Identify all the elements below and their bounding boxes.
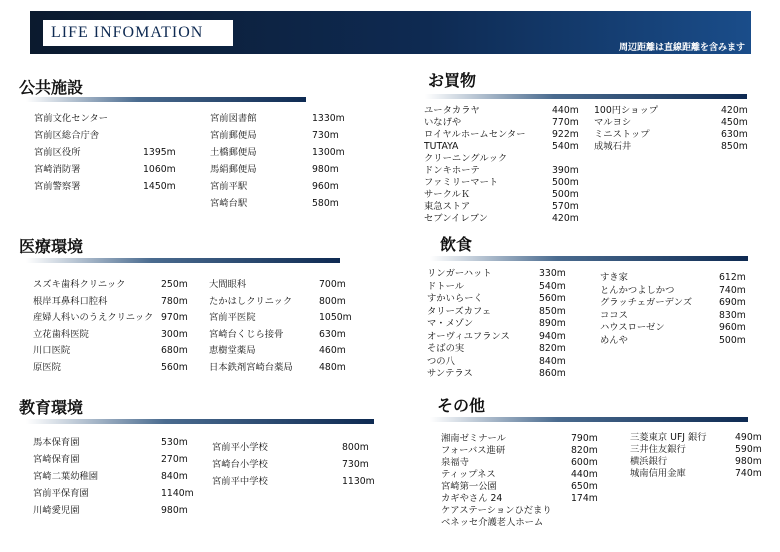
list-item <box>210 127 362 144</box>
facility-distance: 580m <box>312 198 339 209</box>
medical-col1 <box>33 277 201 376</box>
list-item <box>209 343 369 360</box>
facility-distance: 840m <box>161 471 188 482</box>
list-item <box>33 343 201 360</box>
facility-name: 成城石井 <box>594 141 632 152</box>
facility-name: 馬絹郵便局 <box>210 164 257 175</box>
facility-name: 馬本保育園 <box>33 437 80 448</box>
list-item <box>209 310 369 327</box>
list-item <box>441 493 611 505</box>
medical-col2 <box>209 277 369 376</box>
list-item <box>34 127 193 144</box>
facility-name: ミニストップ <box>594 129 650 140</box>
facility-distance: 500m <box>552 189 579 200</box>
facility-name: タリーズカフェ <box>427 305 492 317</box>
list-item <box>33 451 206 468</box>
list-item <box>33 434 206 451</box>
facility-distance: 560m <box>539 293 566 304</box>
facility-distance: 650m <box>571 481 598 492</box>
list-item <box>427 318 579 331</box>
other-col2 <box>630 432 775 480</box>
facility-name: 宮崎保育園 <box>33 454 80 465</box>
education-col1 <box>33 434 206 519</box>
facility-distance: 500m <box>552 177 579 188</box>
facility-name: 宮前平駅 <box>210 181 248 192</box>
section-bar-other <box>430 417 748 422</box>
facility-name: 宮前警察署 <box>34 181 81 192</box>
facility-distance: 960m <box>719 322 746 333</box>
facility-distance: 560m <box>161 361 188 373</box>
list-item <box>424 189 592 201</box>
section-title-medical: 医療環境 <box>19 237 84 256</box>
facility-distance: 1300m <box>312 147 345 158</box>
facility-name: ハウスローゼン <box>600 322 665 333</box>
facility-distance: 890m <box>539 318 566 329</box>
facility-name: オーヴィユフランス <box>427 330 510 342</box>
list-item <box>427 306 579 319</box>
facility-name: スズキ歯科クリニック <box>33 279 126 290</box>
list-item <box>212 439 387 456</box>
facility-distance: 630m <box>319 328 346 340</box>
facility-distance: 922m <box>552 129 579 140</box>
facility-name: 宮前平保育園 <box>33 488 89 499</box>
list-item <box>424 201 592 213</box>
facility-name: フォーバス進研 <box>441 445 506 456</box>
facility-name: すき家 <box>600 272 628 283</box>
facility-name: ケアステーションひだまり <box>441 505 552 516</box>
facility-name: 宮前文化センター <box>34 113 109 124</box>
section-bar-medical <box>26 258 340 263</box>
facility-distance: 450m <box>721 117 748 128</box>
facility-name: 川崎愛児園 <box>33 505 80 516</box>
list-item <box>33 294 201 311</box>
facility-distance: 800m <box>319 295 346 307</box>
list-item <box>210 144 362 161</box>
list-item <box>33 327 201 344</box>
facility-name: 泉福寺 <box>441 457 469 468</box>
list-item <box>600 285 759 298</box>
public-col2 <box>210 110 362 212</box>
facility-distance: 730m <box>312 130 339 141</box>
facility-name: 横浜銀行 <box>630 456 668 467</box>
facility-name: グラッチェガーデンズ <box>600 297 693 308</box>
list-item <box>34 144 193 161</box>
list-item <box>630 456 775 468</box>
list-item <box>441 469 611 481</box>
section-title-food: 飲食 <box>440 235 473 254</box>
facility-distance: 440m <box>552 105 579 116</box>
list-item <box>427 368 579 381</box>
list-item <box>209 360 369 377</box>
facility-name: 100円ショップ <box>594 105 659 116</box>
facility-name: 宮崎二葉幼稚園 <box>33 471 99 482</box>
section-title-shopping: お買物 <box>428 71 477 90</box>
facility-distance <box>143 127 193 144</box>
facility-name: 三菱東京 UFJ 銀行 <box>630 432 707 443</box>
section-bar-education <box>26 419 374 424</box>
list-item <box>427 343 579 356</box>
facility-name: TUTAYA <box>424 141 459 152</box>
facility-name: 三井住友銀行 <box>630 444 686 455</box>
list-item <box>600 335 759 348</box>
facility-name: 宮前図書館 <box>210 113 257 124</box>
facility-distance: 980m <box>735 456 762 467</box>
list-item <box>600 297 759 310</box>
facility-name: 宮崎消防署 <box>34 164 81 175</box>
public-col1 <box>34 110 193 195</box>
list-item <box>630 432 775 444</box>
facility-distance: 612m <box>719 272 746 283</box>
list-item <box>33 502 206 519</box>
facility-distance: 850m <box>539 305 566 317</box>
food-col2 <box>600 272 759 347</box>
facility-name: 宮前区総合庁舎 <box>34 130 100 141</box>
facility-name: カギやさん 24 <box>441 493 503 504</box>
list-item <box>210 110 362 127</box>
facility-distance: 540m <box>552 141 579 152</box>
facility-distance: 860m <box>539 368 566 379</box>
section-title-other: その他 <box>437 396 486 415</box>
facility-distance: 420m <box>721 105 748 116</box>
facility-name: 大間眼科 <box>209 279 247 290</box>
facility-distance: 630m <box>721 129 748 140</box>
facility-distance: 780m <box>161 295 188 307</box>
facility-name: ドンキホーテ <box>424 165 480 176</box>
list-item <box>33 485 206 502</box>
facility-name: 宮前区役所 <box>34 147 81 158</box>
facility-name: ティップネス <box>441 469 496 480</box>
facility-name: 宮崎台くじら接骨 <box>209 328 284 340</box>
facility-distance: 1330m <box>312 113 345 124</box>
facility-distance: 1450m <box>143 181 176 192</box>
facility-name: つの八 <box>427 355 455 367</box>
facility-name: ベネッセ介護老人ホーム <box>441 517 544 528</box>
facility-name: 立花歯科医院 <box>33 328 89 340</box>
facility-name: ココス <box>600 309 628 321</box>
facility-distance: 680m <box>161 345 188 356</box>
list-item <box>209 327 369 344</box>
facility-distance: 570m <box>552 201 579 212</box>
facility-name: マ・メゾン <box>427 318 474 329</box>
facility-distance: 970m <box>161 312 188 323</box>
facility-distance <box>571 517 611 529</box>
facility-name: マルヨシ <box>594 117 632 128</box>
facility-name: 恵樹堂薬局 <box>209 345 256 356</box>
page-title: LIFE INFOMATION <box>43 20 233 46</box>
facility-distance: 770m <box>552 117 579 128</box>
list-item <box>594 105 761 117</box>
facility-name: ドトール <box>427 280 465 292</box>
shopping-col1 <box>424 105 592 225</box>
list-item <box>212 456 387 473</box>
facility-name: 東急ストア <box>424 201 471 212</box>
section-bar-shopping <box>425 94 747 99</box>
list-item <box>441 445 611 457</box>
list-item <box>424 141 592 153</box>
list-item <box>424 165 592 177</box>
list-item <box>594 129 761 141</box>
section-title-public: 公共施設 <box>19 78 84 97</box>
facility-name: サークルＫ <box>424 189 471 200</box>
facility-distance: 1060m <box>143 164 176 175</box>
facility-distance: 420m <box>552 213 579 224</box>
list-item <box>424 129 592 141</box>
facility-name: 湘南ゼミナール <box>441 433 506 444</box>
facility-distance: 1140m <box>161 488 194 499</box>
facility-distance: 690m <box>719 297 746 308</box>
list-item <box>210 178 362 195</box>
list-item <box>594 117 761 129</box>
list-item <box>34 161 193 178</box>
facility-distance: 480m <box>319 361 346 373</box>
list-item <box>600 322 759 335</box>
facility-distance: 740m <box>735 468 762 479</box>
header-banner <box>30 11 751 54</box>
section-title-education: 教育環境 <box>19 398 84 417</box>
list-item <box>441 505 611 517</box>
list-item <box>33 360 201 377</box>
facility-distance: 820m <box>571 445 598 456</box>
facility-distance: 390m <box>552 165 579 176</box>
facility-distance: 500m <box>719 334 746 346</box>
facility-name: 宮崎第一公園 <box>441 481 497 492</box>
facility-distance: 820m <box>539 343 566 354</box>
list-item <box>424 213 592 225</box>
facility-distance: 830m <box>719 309 746 321</box>
list-item <box>441 517 611 529</box>
facility-distance: 730m <box>342 459 369 470</box>
list-item <box>33 310 201 327</box>
facility-distance: 790m <box>571 433 598 444</box>
list-item <box>33 277 201 294</box>
facility-name: 川口医院 <box>33 345 71 356</box>
facility-distance <box>571 505 611 517</box>
list-item <box>594 141 761 153</box>
facility-name: 城南信用金庫 <box>630 468 686 479</box>
list-item <box>210 161 362 178</box>
facility-distance: 600m <box>571 457 598 468</box>
list-item <box>600 310 759 323</box>
list-item <box>427 281 579 294</box>
list-item <box>209 277 369 294</box>
list-item <box>424 177 592 189</box>
education-col2 <box>212 439 387 490</box>
list-item <box>210 195 362 212</box>
list-item <box>212 473 387 490</box>
facility-name: そばの実 <box>427 343 465 354</box>
facility-name: セブンイレブン <box>424 213 488 224</box>
facility-distance: 740m <box>719 284 746 296</box>
list-item <box>427 293 579 306</box>
facility-distance: 850m <box>721 141 748 152</box>
facility-distance: 590m <box>735 444 762 455</box>
facility-distance: 330m <box>539 268 566 279</box>
facility-distance: 540m <box>539 280 566 292</box>
facility-name: 土橋郵便局 <box>210 147 257 158</box>
distance-note: 周辺距離は直線距離を含みます <box>618 43 745 53</box>
facility-distance: 174m <box>571 493 598 504</box>
facility-name: 宮前平医院 <box>209 312 256 323</box>
section-bar-food <box>430 256 748 261</box>
list-item <box>424 105 592 117</box>
list-item <box>441 433 611 445</box>
facility-name: 宮前郵便局 <box>210 130 257 141</box>
facility-distance: 1395m <box>143 147 176 158</box>
facility-distance: 1130m <box>342 476 375 487</box>
facility-distance: 440m <box>571 469 598 480</box>
facility-name: 宮崎台小学校 <box>212 459 268 470</box>
facility-distance: 490m <box>735 432 762 443</box>
facility-distance: 1050m <box>319 312 352 323</box>
list-item <box>209 294 369 311</box>
facility-distance: 270m <box>161 454 188 465</box>
facility-distance <box>143 110 193 127</box>
facility-name: 宮前平小学校 <box>212 442 268 453</box>
list-item <box>630 468 775 480</box>
other-col1 <box>441 433 611 529</box>
facility-name: とんかつよしかつ <box>600 284 675 296</box>
list-item <box>441 457 611 469</box>
facility-distance <box>552 153 592 165</box>
list-item <box>33 468 206 485</box>
facility-name: すかいらーく <box>427 293 483 304</box>
facility-name: たかはしクリニック <box>209 295 293 307</box>
facility-name: ファミリーマート <box>424 177 499 188</box>
facility-distance: 700m <box>319 279 346 290</box>
shopping-col2 <box>594 105 761 153</box>
facility-distance: 250m <box>161 279 188 290</box>
food-col1 <box>427 268 579 381</box>
facility-distance: 960m <box>312 181 339 192</box>
section-bar-public <box>26 97 306 102</box>
facility-distance: 530m <box>161 437 188 448</box>
facility-name: 日本鉄剤宮崎台薬局 <box>209 361 293 373</box>
list-item <box>34 178 193 195</box>
list-item <box>427 356 579 369</box>
facility-distance: 840m <box>539 355 566 367</box>
facility-name: 宮崎台駅 <box>210 198 248 209</box>
facility-name: ロイヤルホームセンター <box>424 129 526 140</box>
facility-distance: 800m <box>342 442 369 453</box>
facility-name: サンテラス <box>427 368 473 379</box>
facility-name: 産婦人科いのうえクリニック <box>33 312 154 323</box>
facility-distance: 460m <box>319 345 346 356</box>
facility-name: 原医院 <box>33 361 61 373</box>
list-item <box>424 117 592 129</box>
facility-name: いなげや <box>424 117 462 128</box>
facility-name: リンガーハット <box>427 268 492 279</box>
facility-name: クリーニングルック <box>424 153 508 164</box>
list-item <box>630 444 775 456</box>
list-item <box>427 268 579 281</box>
facility-name: 宮前平中学校 <box>212 476 268 487</box>
facility-distance: 300m <box>161 328 188 340</box>
facility-name: ユータカラヤ <box>424 105 480 116</box>
facility-name: めんや <box>600 334 628 346</box>
list-item <box>427 331 579 344</box>
list-item <box>424 153 592 165</box>
facility-distance: 980m <box>312 164 339 175</box>
list-item <box>34 110 193 127</box>
list-item <box>600 272 759 285</box>
list-item <box>441 481 611 493</box>
facility-distance: 940m <box>539 330 566 342</box>
facility-name: 根岸耳鼻科口腔科 <box>33 295 108 307</box>
facility-distance: 980m <box>161 505 188 516</box>
